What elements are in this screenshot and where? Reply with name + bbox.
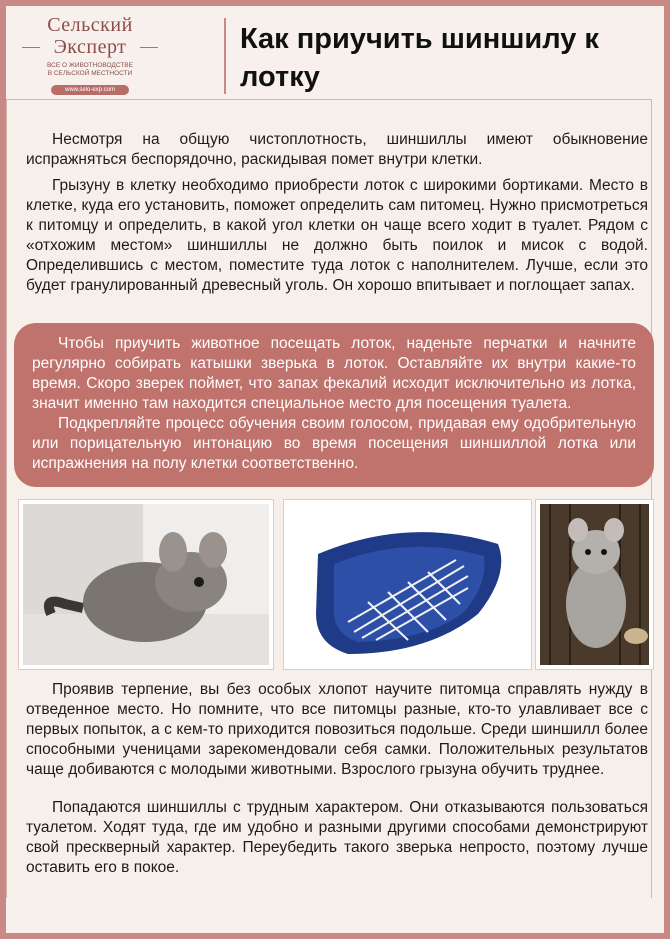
paragraph-tray-setup: Грызуну в клетку необходимо приобрести лоток с широкими бортиками. Место в клетке, куда его установить, поможет определить сам питомец. Нужно присмотреться к питомцу и определить, в какой угол клетки он чаще всего ходит в туалет. Рядом с «отхожим местом» шиншиллы не должно быть поилок и мисок с водой. Определившись с местом, поместите туда лоток с наполнителем. Лучше, если это будет гранулированный древесный уголь. Он хорошо впитывает и поглощает запах. — [26, 177, 648, 294]
logo-line1: Сельский — [47, 14, 133, 36]
chinchilla-floor-image — [23, 504, 269, 665]
paragraph-intro: Несмотря на общую чистоплотность, шиншиллы имеют обыкновение испражняться беспорядочно, раскидывая помет внутри клетки. — [26, 131, 648, 168]
corner-tray-image — [288, 504, 527, 665]
header — [6, 6, 664, 104]
logo-url[interactable]: www.selo-exp.com — [51, 85, 129, 95]
site-logo[interactable] — [20, 14, 160, 100]
header-divider — [224, 18, 226, 94]
photo-chinchilla-floor — [18, 499, 274, 670]
paragraph-difficult-character: Попадаются шиншиллы с трудным характером. Они отказываются пользоваться туалетом. Ходят туда, где им удобно и разными другими способами демонстрируют свой прескверный характер. Переубедить такого зверька непросто, поэтому лучше оставить его в покое. — [26, 799, 648, 876]
highlight-paragraph-2: Подкрепляйте процесс обучения своим голосом, придавая ему одобрительную или порицательную интонацию во время посещения шиншиллой лотка или испражнения на полу клетки соответственно. — [32, 415, 636, 472]
chinchilla-cage-image — [540, 504, 649, 665]
footer-band — [6, 898, 664, 927]
paragraph-patience: Проявив терпение, вы без особых хлопот научите питомца справлять нужду в отведенное место. Но помните, что все питомцы разные, кто-то улавливает все с первых попыток, а с кем-то приходится повозиться подольше. Среди шиншилл более способными ученицами зарекомендовали себя самки. Положительных результатов чаще добиваются с молодыми животными. Взрослого грызуна обучить труднее. — [26, 681, 648, 778]
logo-line2: Эксперт — [20, 36, 160, 58]
logo-tagline-2: В СЕЛЬСКОЙ МЕСТНОСТИ — [47, 70, 133, 77]
photo-corner-tray — [283, 499, 532, 670]
photo-chinchilla-cage — [535, 499, 654, 670]
logo-tagline-1: ВСЕ О ЖИВОТНОВОДСТВЕ — [47, 62, 133, 69]
page-title: Как приучить шиншилу к лотку — [240, 23, 599, 93]
highlight-paragraph-1: Чтобы приучить животное посещать лоток, наденьте перчатки и начните регулярно собирать катышки зверька в лоток. Оставляйте их внутри какие-то время. Скоро зверек поймет, что запах фекалий исходит исключительно из лотка, значит именно там находится специальное место для посещения туалета. — [32, 335, 636, 412]
